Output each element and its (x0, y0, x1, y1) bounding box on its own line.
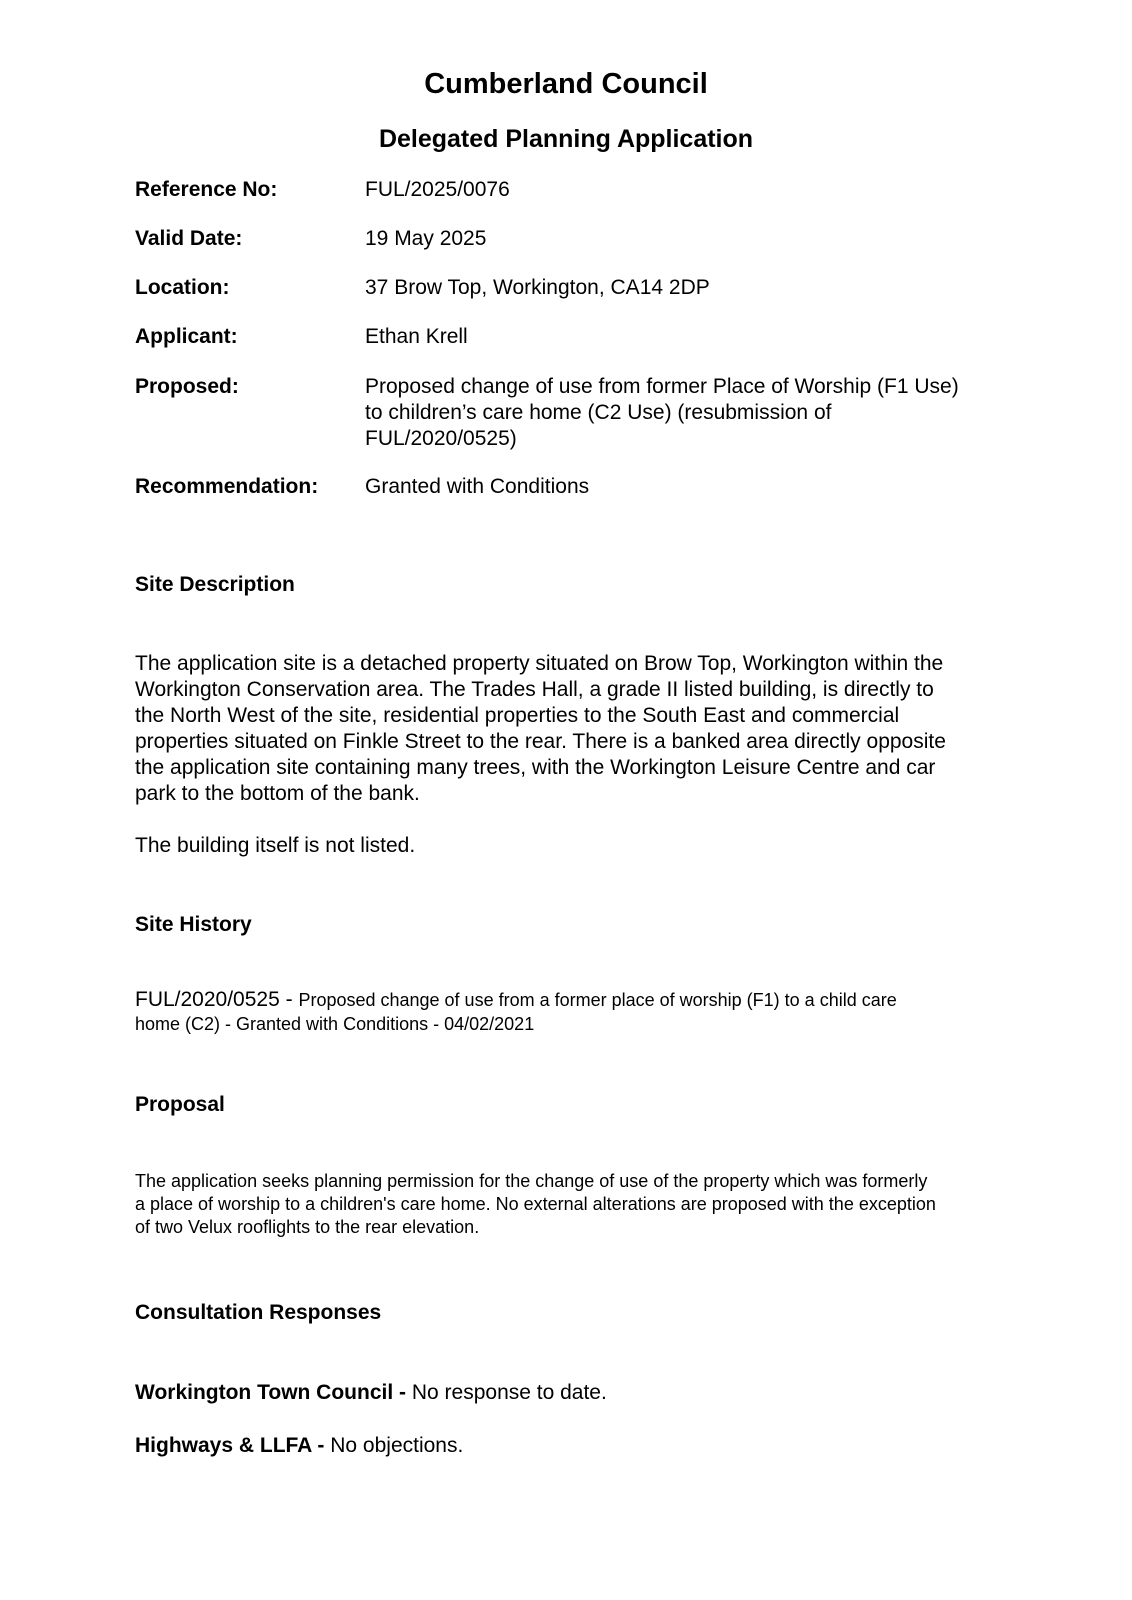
paragraph-line: of two Velux rooflights to the rear elevation. (135, 1217, 480, 1237)
proposed-label: Proposed: (135, 375, 239, 398)
paragraph-line: The application seeks planning permission for the change of use of the property which was formerly (135, 1171, 928, 1191)
consultation-response (135, 1380, 607, 1406)
recommendation-label: Recommendation: (135, 475, 319, 498)
proposed-line: to children’s care home (C2 Use) (resubmission of (365, 401, 832, 424)
paragraph-line: the application site containing many trees, with the Workington Leisure Centre and car (135, 756, 936, 779)
paragraph-line: a place of worship to a children's care home. No external alterations are proposed with the exception (135, 1194, 936, 1214)
paragraph-line: the North West of the site, residential properties to the South East and commercial (135, 704, 900, 727)
paragraph-line: The application site is a detached property situated on Brow Top, Workington within the (135, 652, 944, 675)
consultee-response: No response to date. (411, 1381, 607, 1404)
valid-date-value: 19 May 2025 (365, 227, 487, 250)
proposal-paragraph (135, 1170, 1035, 1239)
proposed-value (365, 374, 1025, 452)
valid-date-label: Valid Date: (135, 227, 243, 250)
consultee-response: No objections. (330, 1434, 464, 1457)
applicant-label: Applicant: (135, 325, 238, 348)
history-reference: FUL/2020/0525 - (135, 988, 299, 1011)
consultee-name: Workington Town Council - (135, 1381, 412, 1404)
site-history-entry (135, 988, 1015, 1036)
site-description-paragraph (135, 651, 1035, 807)
proposal-heading: Proposal (135, 1093, 225, 1116)
applicant-value: Ethan Krell (365, 325, 468, 348)
paragraph-line: Workington Conservation area. The Trades Hall, a grade II listed building, is directly to (135, 678, 934, 701)
document-type-title: Delegated Planning Application (378, 125, 754, 153)
location-label: Location: (135, 276, 230, 299)
reference-label: Reference No: (135, 178, 278, 201)
history-description: Proposed change of use from a former place of worship (F1) to a child care (298, 990, 897, 1010)
recommendation-value: Granted with Conditions (365, 475, 590, 498)
site-description-heading: Site Description (135, 573, 295, 596)
location-value: 37 Brow Top, Workington, CA14 2DP (365, 276, 710, 299)
council-title: Cumberland Council (424, 68, 708, 100)
consultee-name: Highways & LLFA - (135, 1434, 331, 1457)
site-history-heading: Site History (135, 913, 252, 936)
paragraph-line: park to the bottom of the bank. (135, 782, 420, 805)
consultation-heading: Consultation Responses (135, 1301, 382, 1324)
paragraph-line: properties situated on Finkle Street to the rear. There is a banked area directly opposite (135, 730, 946, 753)
not-listed-paragraph: The building itself is not listed. (135, 834, 416, 857)
proposed-line: Proposed change of use from former Place of Worship (F1 Use) (365, 375, 959, 398)
history-outcome: home (C2) - Granted with Conditions - 04/02/2021 (135, 1014, 535, 1034)
consultation-response (135, 1433, 463, 1459)
proposed-line: FUL/2020/0525) (365, 427, 517, 450)
reference-value: FUL/2025/0076 (365, 178, 510, 201)
